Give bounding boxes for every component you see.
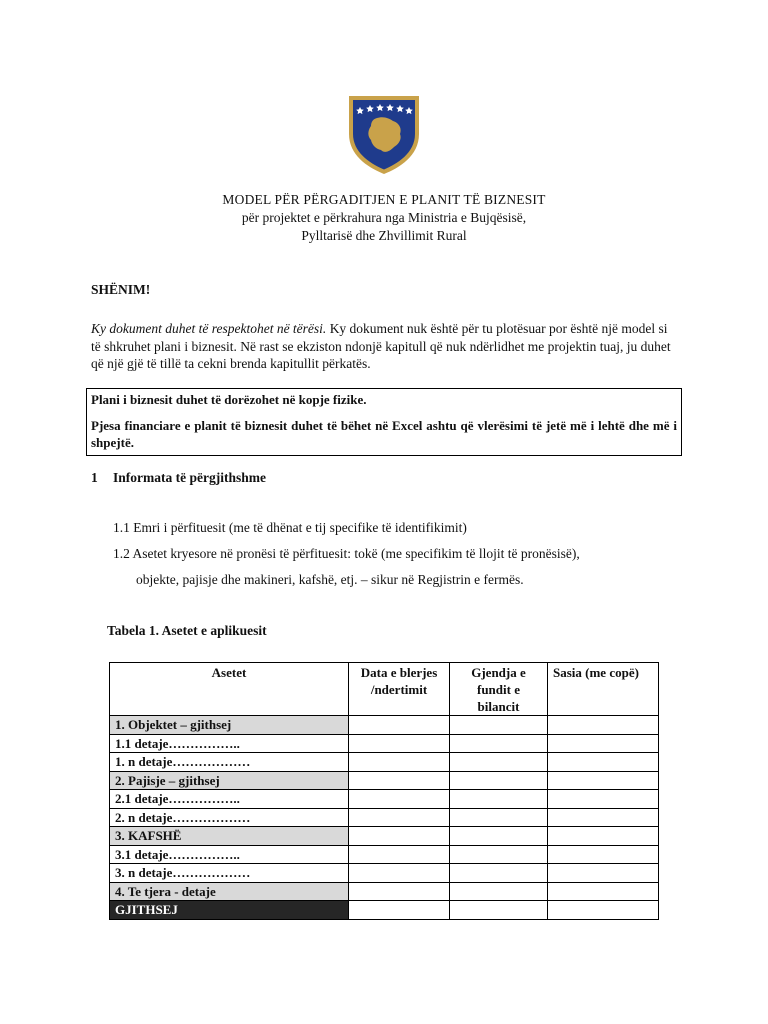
list-item-1-1: 1.1 Emri i përfituesit (me të dhënat e tij specifike të identifikimit) [113,520,467,535]
notice-line-physical-copy: Plani i biznesit duhet të dorëzohet në kopje fizike. [91,392,367,407]
balance-cell[interactable] [450,864,548,883]
table-header-row [110,663,659,716]
purchase-date-cell[interactable] [349,771,450,790]
balance-cell[interactable] [450,901,548,920]
table-row-label: 3. KAFSHË [110,827,349,846]
table-row-label: 2. n detaje……………… [110,808,349,827]
table-header-quantity: Sasia (me copë) [548,663,659,716]
table-row-label: 1.1 detaje…………….. [110,734,349,753]
list-item-1-2-continued: objekte, pajisje dhe makineri, kafshë, etj. – sikur në Regjistrin e fermës. [136,572,524,587]
table-row-label: 4. Te tjera - detaje [110,882,349,901]
document-subtitle-line1: për projektet e përkrahura nga Ministria e Bujqësisë, [241,210,527,225]
balance-cell[interactable] [450,827,548,846]
purchase-date-cell[interactable] [349,808,450,827]
table-row [110,790,659,809]
purchase-date-cell[interactable] [349,882,450,901]
purchase-date-cell[interactable] [349,901,450,920]
table-row [110,771,659,790]
quantity-cell[interactable] [548,845,659,864]
table-row [110,827,659,846]
purchase-date-cell[interactable] [349,716,450,735]
kosovo-emblem-icon [347,94,421,176]
quantity-cell[interactable] [548,790,659,809]
list-item-1-2: 1.2 Asetet kryesore në pronësi të përfituesit: tokë (me specifikim të llojit të pronësisë), [113,546,580,561]
table-row [110,882,659,901]
table-row-label: 1. n detaje……………… [110,753,349,772]
balance-cell[interactable] [450,771,548,790]
table-header-purchase-date: Data e blerjes /ndertimit [349,663,450,716]
purchase-date-cell[interactable] [349,753,450,772]
table-row [110,845,659,864]
balance-cell[interactable] [450,753,548,772]
balance-cell[interactable] [450,790,548,809]
quantity-cell[interactable] [548,864,659,883]
table-caption: Tabela 1. Asetet e aplikuesit [107,623,267,638]
section-number: 1 [91,470,98,485]
quantity-cell[interactable] [548,734,659,753]
balance-cell[interactable] [450,845,548,864]
table-header-assets: Asetet [110,663,349,716]
note-italic-lead: Ky dokument duhet të respektohet në tërësi. [91,321,327,336]
quantity-cell[interactable] [548,808,659,827]
document-title: MODEL PËR PËRGADITJEN E PLANIT TË BIZNESIT [222,192,546,207]
quantity-cell[interactable] [548,771,659,790]
quantity-cell[interactable] [548,901,659,920]
note-heading: SHËNIM! [91,282,151,297]
table-row-label: 1. Objektet – gjithsej [110,716,349,735]
table-header-balance: Gjendja e fundit e bilancit [450,663,548,716]
purchase-date-cell[interactable] [349,827,450,846]
table-row [110,734,659,753]
purchase-date-cell[interactable] [349,734,450,753]
table-row [110,901,659,920]
quantity-cell[interactable] [548,827,659,846]
note-paragraph [91,320,671,373]
table-row [110,808,659,827]
table-row-label: 3. n detaje……………… [110,864,349,883]
purchase-date-cell[interactable] [349,790,450,809]
quantity-cell[interactable] [548,716,659,735]
balance-cell[interactable] [450,808,548,827]
quantity-cell[interactable] [548,882,659,901]
table-row-label: 2.1 detaje…………….. [110,790,349,809]
assets-table [109,662,659,920]
table-row-label: 3.1 detaje…………….. [110,845,349,864]
table-row-label: GJITHSEJ [110,901,349,920]
quantity-cell[interactable] [548,753,659,772]
table-row [110,753,659,772]
notice-box [86,388,682,456]
purchase-date-cell[interactable] [349,845,450,864]
balance-cell[interactable] [450,882,548,901]
purchase-date-cell[interactable] [349,864,450,883]
table-row-label: 2. Pajisje – gjithsej [110,771,349,790]
balance-cell[interactable] [450,716,548,735]
section-title: Informata të përgjithshme [113,470,266,485]
notice-line-excel: Pjesa financiare e planit të biznesit duhet të bëhet në Excel ashtu që vlerësimi të jetë më i lehtë dhe më i shpejtë. [91,418,677,450]
note-body: Ky dokument nuk është për tu plotësuar por është një model si të shkruhet plani i biznesit. Në rast se ekziston ndonjë kapitull që nuk ndërlidhet me projektin tuaj, ju duhet që një gjë të tillë ta cekni brenda kapitullit përkatës. [91,321,671,371]
table-row [110,716,659,735]
document-subtitle-line2: Pylltarisë dhe Zhvillimit Rural [301,228,467,243]
balance-cell[interactable] [450,734,548,753]
table-body [110,716,659,920]
table-row [110,864,659,883]
